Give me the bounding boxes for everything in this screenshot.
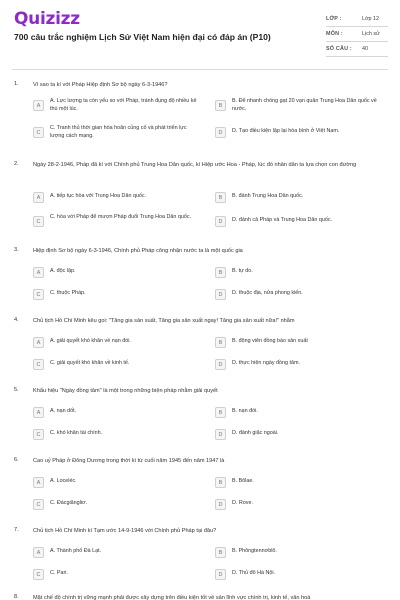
option-text: B. đánh Trung Hoa Dân quốc. <box>232 193 304 199</box>
option-letter: C <box>33 499 44 510</box>
question-number: 4. <box>14 317 19 323</box>
option-text: A. giải quyết khó khăn về nạn đói. <box>50 338 131 344</box>
option-text: C. giải quyết khó khăn về kinh tế. <box>50 360 130 366</box>
option-text: D. đánh giặc ngoài. <box>232 430 279 436</box>
question-text: Mặt chế độ chính trị vững mạnh phải được xây dựng trên điều kiện tốt về sản lĩnh vực chính trị, kinh tế, văn hoá <box>33 595 311 600</box>
option-text: D. đánh cả Pháp và Trung Hoa Dân quốc. <box>232 217 333 223</box>
option-text: D. Tạo điều kiện lập lại hòa bình ở Việt Nam. <box>232 128 340 134</box>
option-text: D. Rove. <box>232 500 253 506</box>
quizizz-logo[interactable]: Quizizz <box>14 9 80 29</box>
question-text: Chủ tịch Hồ Chí Minh kí Tạm ước 14-9-1946 với Chính phủ Pháp tại đâu? <box>33 528 217 534</box>
meta-key: LỚP : <box>326 16 342 22</box>
option-text: A. Loceléc. <box>50 478 77 484</box>
meta-key: MÔN : <box>326 31 343 37</box>
option-letter: D <box>215 429 226 440</box>
question-text: Cao uỷ Pháp ở Đông Dương trong thời kì từ cuối năm 1945 đến năm 1947 là <box>33 458 225 464</box>
option-letter: D <box>215 216 226 227</box>
option-letter: A <box>33 547 44 558</box>
meta-key: SỐ CÂU : <box>326 46 352 52</box>
option-text: D. Thủ đô Hà Nội. <box>232 570 276 576</box>
option-letter: D <box>215 127 226 138</box>
option-letter: C <box>33 127 44 138</box>
meta-value: Lịch sử <box>362 31 380 37</box>
option-letter: B <box>215 547 226 558</box>
meta-value: 40 <box>362 46 368 52</box>
option-text: A. nạn dốt. <box>50 408 77 414</box>
option-letter: A <box>33 100 44 111</box>
option-letter: C <box>33 216 44 227</box>
meta-row-count <box>326 44 388 57</box>
option-letter: B <box>215 477 226 488</box>
option-text: D. thực hiện ngày đồng tâm. <box>232 360 301 366</box>
option-text: C. Pari. <box>50 570 68 576</box>
question-text: Hiệp định Sơ bộ ngày 6-3-1946, Chính phủ Pháp công nhận nước ta là một quốc gia <box>33 248 243 254</box>
question-text: Vì sao ta kí với Pháp Hiệp định Sơ bộ ngày 6-3-1946? <box>33 82 168 88</box>
option-text: A. độc lập. <box>50 268 76 274</box>
question-number: 6. <box>14 457 19 463</box>
option-letter: B <box>215 267 226 278</box>
option-text: C. Đácgiăngliơ. <box>50 500 88 506</box>
option-letter: B <box>215 100 226 111</box>
option-text: A. tiếp tục hòa với Trung Hoa Dân quốc. <box>50 193 147 199</box>
question-text: Chủ tịch Hồ Chí Minh kêu gọi: "Tăng gia sản xuất, Tăng gia sản xuất ngay! Tăng gia sản xuất nữa!" nhằm <box>33 318 295 324</box>
option-letter: C <box>33 289 44 300</box>
option-letter: C <box>33 359 44 370</box>
header <box>0 0 400 62</box>
question-number: 7. <box>14 527 19 533</box>
question-number: 1. <box>14 81 19 87</box>
header-divider <box>12 69 388 70</box>
question-number: 8. <box>14 594 19 600</box>
question-text: Ngày 28-2-1946, Pháp đã kí với Chính phủ Trung Hoa Dân quốc, kí Hiệp ước Hoa - Pháp, lúc đó nhân dân ta lựa chọn con đường <box>33 162 357 168</box>
question-number: 5. <box>14 387 19 393</box>
option-letter: D <box>215 569 226 580</box>
question-text: Khẩu hiệu "Ngày đồng tâm" là một trong những biện pháp nhằm giải quyết <box>33 388 218 394</box>
option-letter: C <box>33 569 44 580</box>
question-number: 3. <box>14 247 19 253</box>
meta-row-class <box>326 14 388 27</box>
option-letter: B <box>215 192 226 203</box>
option-text: B. Phôngtennơblô. <box>232 548 277 554</box>
option-letter: B <box>215 337 226 348</box>
option-text: C. thuộc Pháp. <box>50 290 86 296</box>
option-letter: D <box>215 289 226 300</box>
option-text: C. Tranh thủ thời gian hòa hoãn củng cố và phát triển lực lượng cách mạng. <box>50 125 187 139</box>
option-letter: D <box>215 499 226 510</box>
option-text: A. Thành phố Đà Lạt. <box>50 548 102 554</box>
option-text: B. Bôlae. <box>232 478 254 484</box>
option-text: A. Lực lượng ta còn yếu so với Pháp, tránh đụng độ nhiều kẻ thù một lúc. <box>50 98 197 112</box>
option-letter: A <box>33 192 44 203</box>
option-letter: B <box>215 407 226 418</box>
meta-row-subject <box>326 29 388 42</box>
option-letter: A <box>33 477 44 488</box>
option-letter: D <box>215 359 226 370</box>
option-letter: A <box>33 267 44 278</box>
option-letter: C <box>33 429 44 440</box>
option-letter: A <box>33 407 44 418</box>
option-text: C. hòa với Pháp để mượn Pháp đuổi Trung Hoa Dân quốc. <box>50 214 192 220</box>
meta-value: Lớp 12 <box>362 16 380 22</box>
question-number: 2. <box>14 161 19 167</box>
option-text: B. Để nhanh chóng gạt 20 vạn quân Trung Hoa Dân quốc về nước. <box>232 98 377 112</box>
option-text: B. động viên đồng bào sản xuất <box>232 338 308 344</box>
option-text: B. tự do. <box>232 268 253 274</box>
option-text: C. khó khăn tài chính. <box>50 430 103 436</box>
page-title: 700 câu trắc nghiệm Lịch Sử Việt Nam hiện đại có đáp án (P10) <box>14 32 271 42</box>
option-text: D. thuộc địa, nửa phong kiến. <box>232 290 303 296</box>
option-text: B. nạn đói. <box>232 408 258 414</box>
option-letter: A <box>33 337 44 348</box>
